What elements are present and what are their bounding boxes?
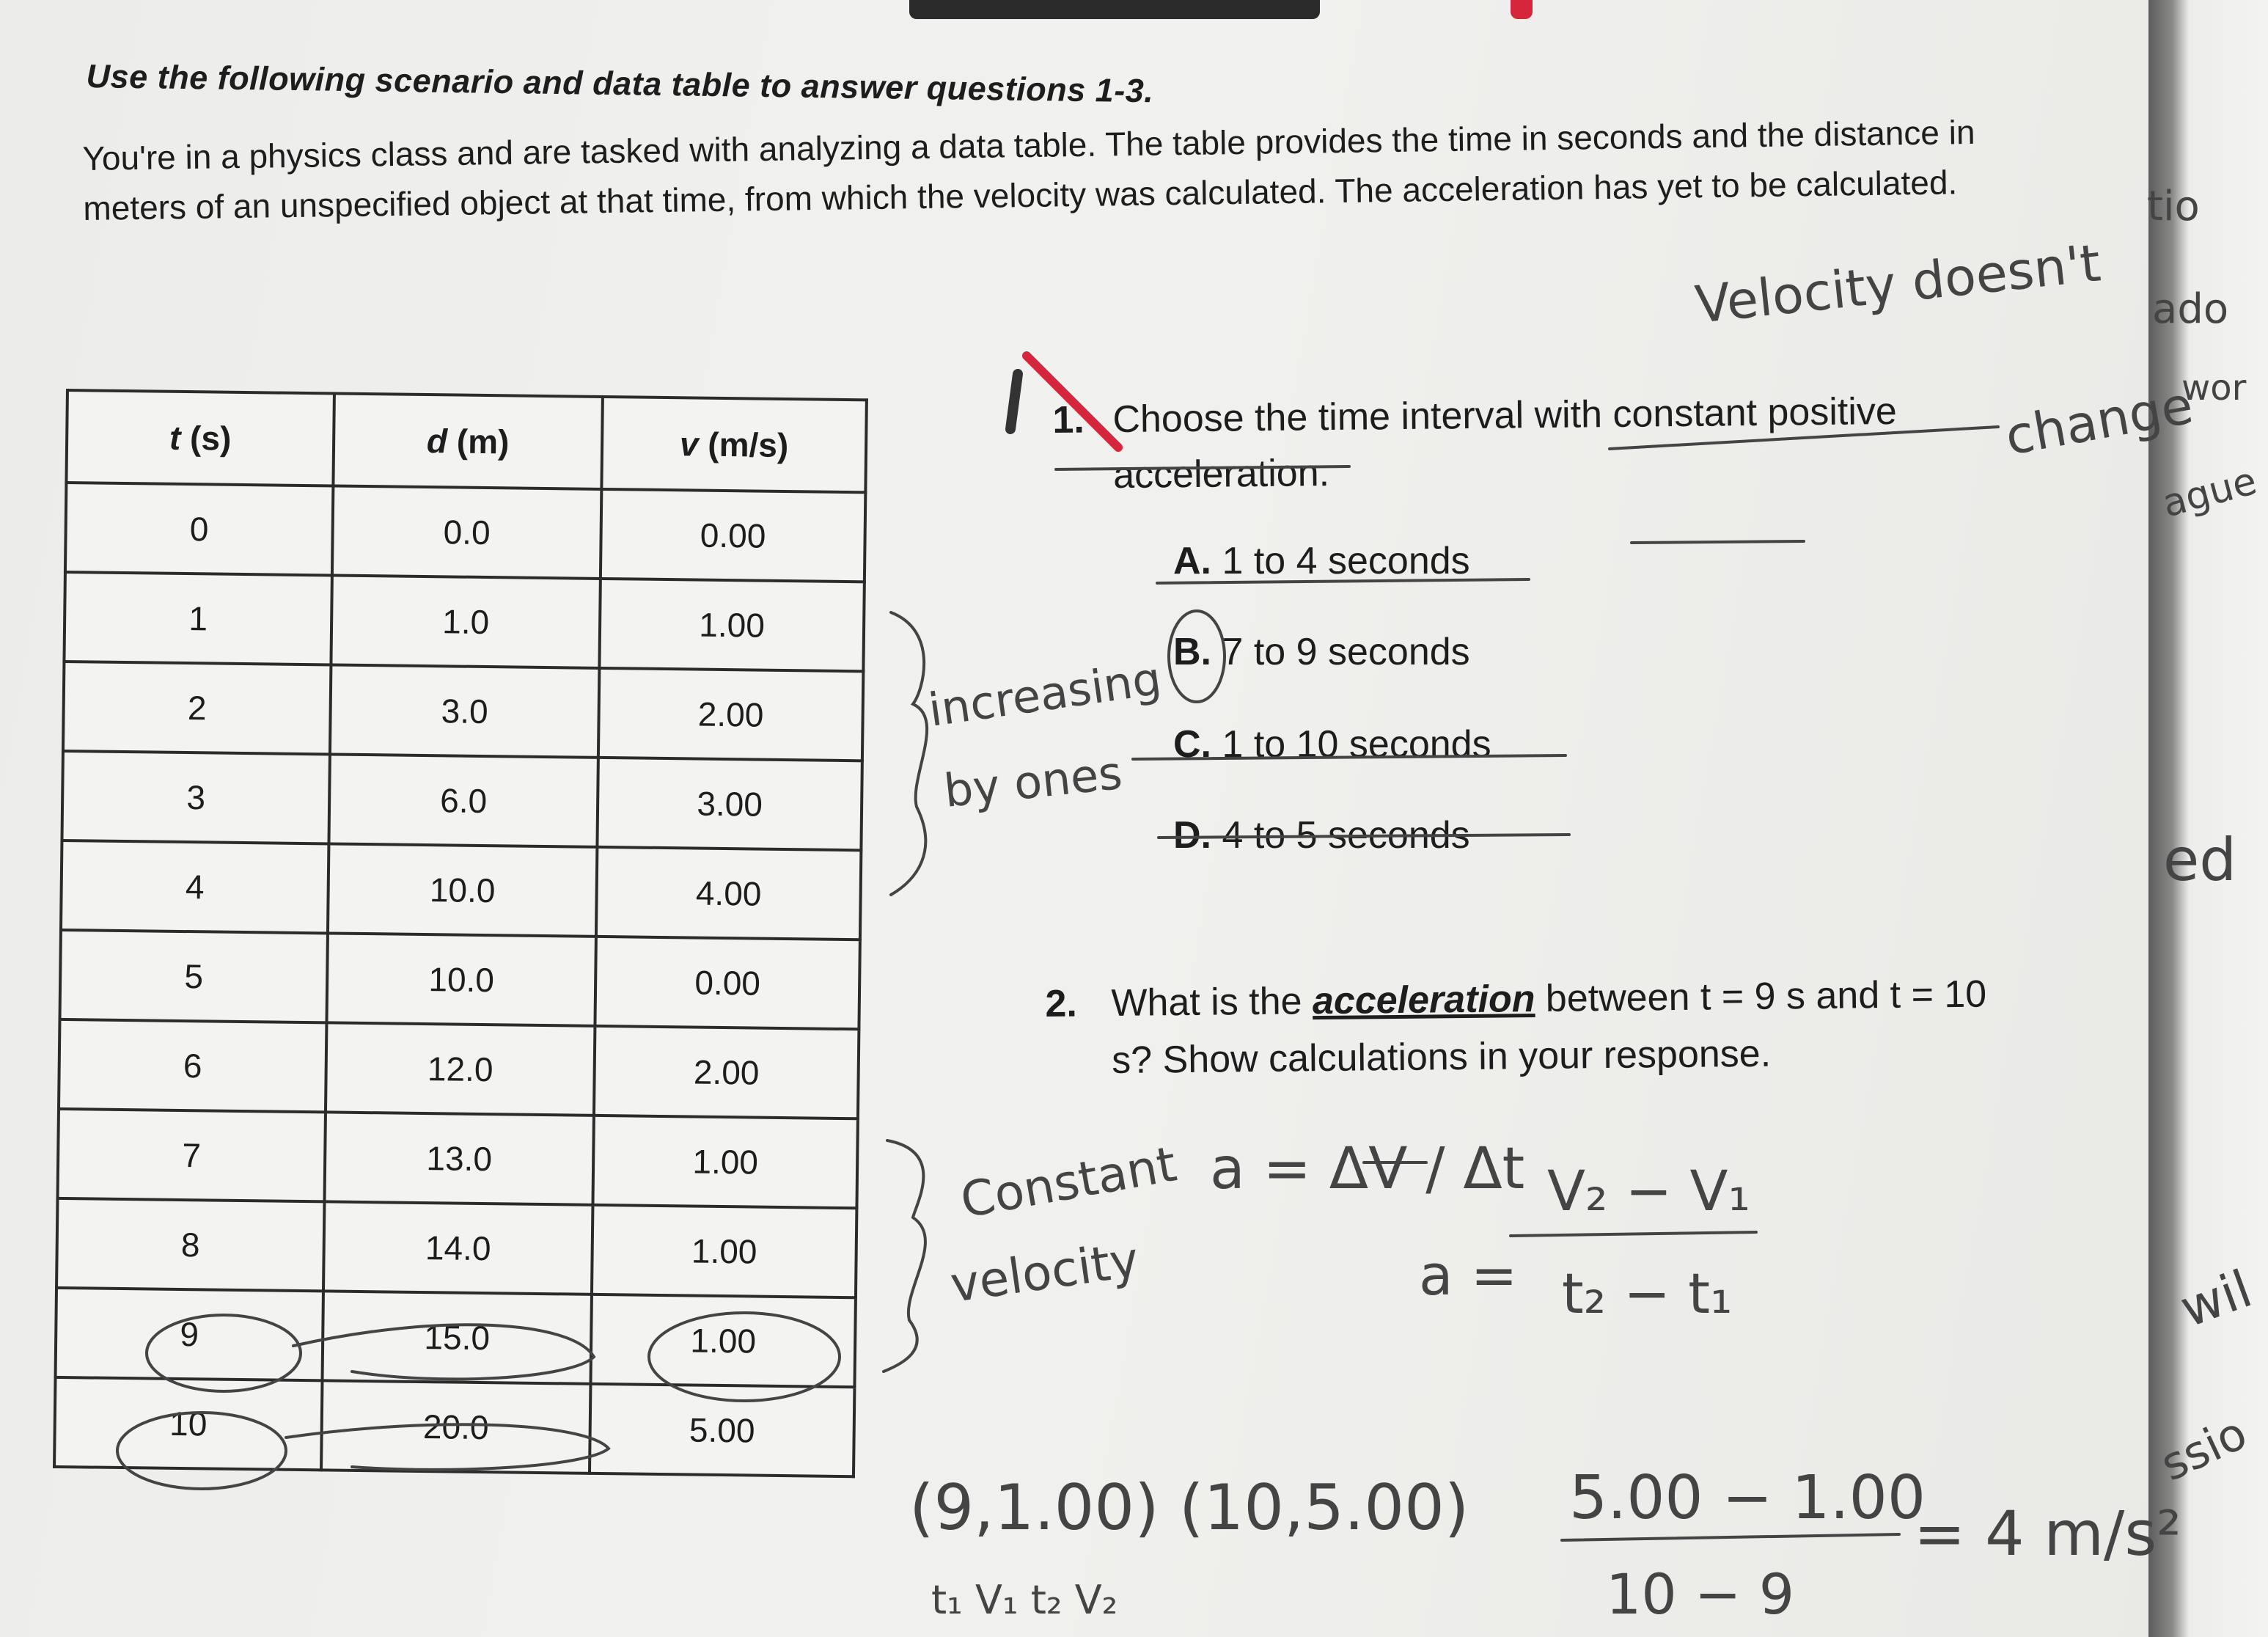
page-edge-shadow [2148,0,2268,1637]
cell-distance: 0.0 [332,486,601,578]
cell-velocity: 1.00 [599,579,864,671]
cell-time: 7 [58,1109,326,1201]
table-row [59,930,859,1029]
note-by-ones: by ones [941,745,1125,818]
header-velocity: v (m/s) [601,397,867,492]
cut-off-title-fragment [909,0,1320,19]
table-row [65,483,865,582]
cell-time: 8 [56,1198,324,1291]
cell-time: 9 [56,1288,323,1380]
point-labels: t₁ V₁ t₂ V₂ [931,1577,1118,1623]
cell-time: 0 [65,483,333,575]
cell-time: 1 [64,572,331,664]
cell-velocity: 0.00 [595,937,859,1029]
table-row [54,1377,854,1476]
cell-distance: 3.0 [330,664,599,757]
note-increasing: increasing [925,651,1165,737]
question-2-number: 2. [1045,982,1078,1025]
option-text: 7 to 9 seconds [1222,631,1470,673]
table-row [61,841,861,940]
table-row [59,1019,859,1118]
cell-distance: 6.0 [329,754,598,846]
option-d[interactable] [1173,813,1470,857]
edge-word: ado [2152,285,2229,333]
table-row [62,751,862,850]
option-text: 1 to 10 seconds [1222,723,1491,766]
note-constant: Constant [956,1135,1181,1229]
question-1 [1052,382,2006,497]
instructions: Use the following scenario and data table to answer questions 1-3. [86,57,1154,110]
cell-time: 5 [59,930,327,1022]
cell-distance: 12.0 [326,1022,595,1115]
cell-distance: 1.0 [331,575,600,667]
table-row [63,662,863,761]
edge-word: tio [2147,183,2200,230]
formula-numerator: V₂ − V₁ [1547,1158,1750,1223]
option-letter: A. [1173,540,1211,582]
red-marker-dot [1511,0,1533,19]
cell-velocity: 2.00 [598,668,863,761]
edge-word: ssio [2152,1405,2255,1492]
scenario-paragraph: You're in a physics class and are tasked with analyzing a data table. The table provides the time in seconds and the distance in meters of an unspecified object at that time, from which the velocity was calculated. The acceleration has yet to be calculated. [82,112,1975,227]
question-2 [1045,965,2021,1083]
cell-velocity: 5.00 [590,1384,854,1476]
data-table [53,389,868,1478]
option-text: 1 to 4 seconds [1222,540,1470,582]
table-row [58,1109,858,1208]
cell-velocity: 1.00 [592,1205,856,1297]
result: = 4 m/s² [1914,1498,2181,1570]
edge-word: ed [2163,826,2236,894]
edge-word: wil [2172,1259,2260,1339]
option-letter: C. [1173,723,1211,766]
cell-velocity: 1.00 [592,1116,857,1208]
formula-a-delta: a = ΔV / Δt [1210,1136,1525,1202]
cell-velocity: 1.00 [590,1294,855,1387]
edge-word: wor [2181,367,2247,409]
option-letter: D. [1173,814,1211,857]
cell-time: 6 [59,1019,326,1112]
formula-denominator: t₂ − t₁ [1562,1261,1733,1326]
header-time: t (s) [66,390,334,486]
cell-velocity: 0.00 [601,489,865,582]
question-1-text: Choose the time interval with constant positive acceleration. [1112,389,1898,497]
cell-time: 4 [61,841,329,933]
cell-time: 10 [54,1377,322,1470]
cell-time: 2 [63,662,331,754]
note-velocity-doesnt: Velocity doesn't [1692,232,2104,335]
option-letter: B. [1173,631,1211,673]
table-row [64,572,864,671]
option-text: 4 to 5 seconds [1222,814,1470,857]
points: (9,1.00) (10,5.00) [909,1471,1469,1545]
note-change: change [2000,375,2198,467]
formula-lhs: a = [1419,1242,1518,1308]
cell-distance: 15.0 [323,1291,592,1383]
cell-velocity: 3.00 [597,758,862,850]
question-2-text: What is the acceleration between t = 9 s and t = 10 s? Show calculations in your response. [1111,973,1987,1083]
cell-velocity: 2.00 [594,1026,859,1118]
option-b[interactable] [1173,630,1470,674]
cell-time: 3 [62,751,329,843]
cell-distance: 10.0 [326,933,595,1025]
note-velocity: velocity [947,1231,1142,1314]
table-header-row [66,390,866,492]
table-row [56,1198,856,1297]
cell-distance: 13.0 [324,1112,593,1204]
option-a[interactable] [1173,539,1470,583]
header-distance: d (m) [333,393,603,488]
option-c[interactable] [1173,722,1491,766]
cell-distance: 20.0 [321,1380,590,1473]
edge-word: ague [2157,458,2261,527]
cell-distance: 14.0 [323,1201,592,1294]
calc-denominator: 10 − 9 [1606,1561,1795,1627]
cell-distance: 10.0 [328,843,597,936]
question-1-number: 1. [1052,398,1085,442]
cell-velocity: 4.00 [596,847,861,940]
table-row [56,1288,856,1387]
calc-numerator: 5.00 − 1.00 [1569,1463,1926,1533]
